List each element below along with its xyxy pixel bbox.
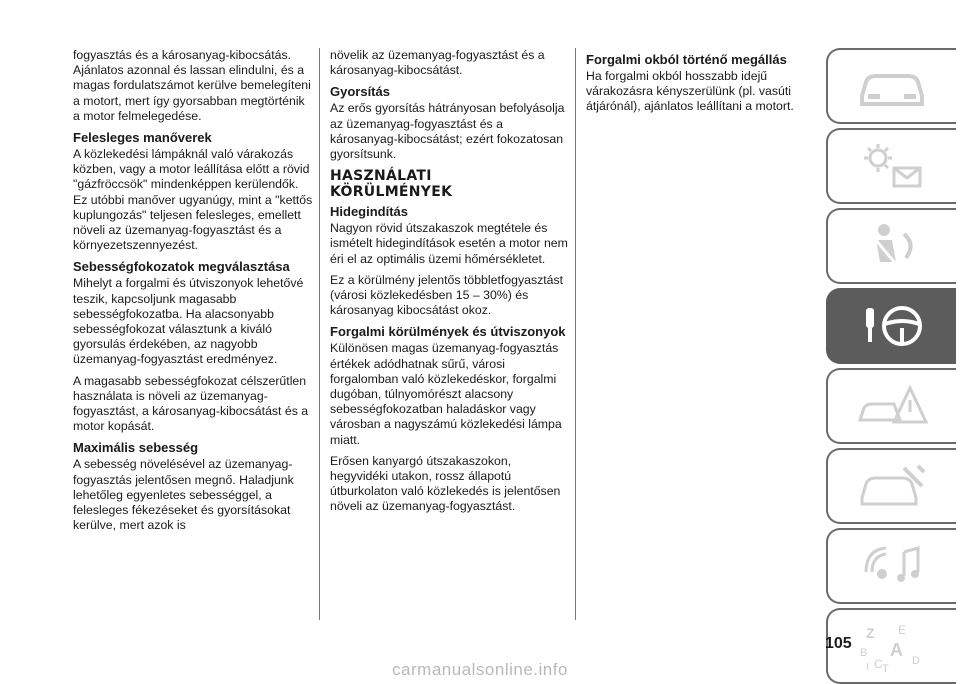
section-heading: Hidegindítás — [330, 204, 409, 220]
seatbelt-airbag-icon — [852, 218, 932, 274]
warning-lights-icon — [852, 138, 932, 194]
index-letter: T — [882, 663, 889, 674]
car-warning-triangle-icon — [852, 378, 932, 434]
paragraph: fogyasztás és a károsanyag-kibocsátás. Ajánlatos azonnal és lassan elindulni, és a magas fordulatszámot kerülve bemelegíteni a motort, mert így gyorsabban megtörténik a motor felmelegedése. — [73, 48, 311, 123]
chapter-tab-car[interactable] — [826, 48, 956, 124]
watermark: carmanualsonline.info — [392, 660, 568, 679]
index-letter: A — [890, 640, 903, 660]
text-column-1 — [73, 48, 313, 539]
text-column-2 — [330, 48, 570, 521]
section-heading: Felesleges manőverek — [73, 130, 212, 146]
paragraph: Nagyon rövid útszakaszok megtétele és ismételt hidegindítások esetén a motor nem éri el az optimális üzemi hőmérsékletet. — [330, 221, 568, 266]
paragraph: Ez a körülmény jelentős többletfogyasztást (városi közlekedésben 15 – 30%) és károsanyag kibocsátást okoz. — [330, 272, 564, 318]
paragraph: A közlekedési lámpáknál való várakozás közben, vagy a motor leállítása előtt a rövid "gázfröccsök" mindenképpen kerülendők. Ez utóbbi manőver ugyanúgy, mint a "kettős kuplungozás" teljesen felesleges, emellett növeli az üzemanyag-fogyasztást és a környezetszennyezést. — [73, 147, 313, 253]
chapter-heading — [330, 168, 570, 200]
section-heading: Maximális sebesség — [73, 440, 199, 456]
chapter-tab-maintenance[interactable] — [826, 448, 956, 524]
chapter-tab-starting-driving[interactable] — [826, 288, 956, 364]
chapter-tab-warning-lights[interactable] — [826, 128, 956, 204]
chapter-heading-line-1: HASZNÁLATI — [330, 168, 432, 185]
index-letter: Z — [866, 625, 875, 641]
index-letter: I — [866, 662, 869, 673]
chapter-tab-multimedia[interactable] — [826, 528, 956, 604]
section-heading: Sebességfokozatok megválasztása — [73, 259, 290, 275]
car-maintenance-icon — [852, 458, 932, 514]
index-letter: C — [874, 657, 883, 671]
chapter-heading-line-2: KÖRÜLMÉNYEK — [330, 184, 453, 201]
column-divider — [319, 48, 320, 620]
paragraph: Erősen kanyargó útszakaszokon, hegyvidéki utakon, rossz állapotú útburkolaton való közlekedés is jelentősen növeli az üzemanyag-fogyasztást. — [330, 453, 561, 514]
paragraph: növelik az üzemanyag-fogyasztást és a károsanyag-kibocsátást. — [330, 48, 545, 78]
section-heading: Forgalmi körülmények és útviszonyok — [330, 324, 566, 340]
paragraph: Az erős gyorsítás hátrányosan befolyásolja az üzemanyag-fogyasztást és a károsanyag-kibocsátást; ezért fokozatosan gyorsítsunk. — [330, 101, 565, 162]
section-heading: Gyorsítás — [330, 84, 390, 100]
paragraph: A magasabb sebességfokozat célszerűtlen használata is növeli az üzemanyag-fogyasztást, a károsanyag-kibocsátást és a motor kopását. — [73, 373, 309, 434]
page-number: 105 — [825, 635, 852, 652]
paragraph: A sebesség növelésével az üzemanyag-fogyasztás jelentősen megnő. Haladjunk lehetőleg egyenletes sebességgel, a felesleges fékezéseket és gyorsításokat kerülve, mert azok is — [73, 457, 294, 533]
index-letter: D — [912, 655, 920, 667]
key-steering-wheel-icon — [852, 298, 932, 354]
index-letter: E — [898, 623, 907, 637]
section-heading: Forgalmi okból történő megállás — [586, 52, 787, 67]
paragraph: Különösen magas üzemanyag-fogyasztás értékek adódhatnak sűrű, városi forgalomban való közlekedéskor, forgalmi dugóban, túlnyomórészt alacsony sebességfokozatban haladáskor vagy városban a nagyszámú közlekedési lámpa miatt. — [330, 341, 562, 447]
column-divider — [575, 48, 576, 620]
paragraph: Mihelyt a forgalmi és útviszonyok lehetővé teszik, kapcsoljunk magasabb sebességfokozatba. Ha alacsonyabb sebességfokozat választunk a kiváló gyorsulás érdekében, az nagyobb üzemanyag-fogyasztást eredményez. — [73, 276, 304, 367]
chapter-tab-emergency[interactable] — [826, 368, 956, 444]
paragraph: Ha forgalmi okból hosszabb idejű várakozásra kényszerülünk (pl. vasúti átjárónál), ajánlatos leállítani a motort. — [586, 69, 794, 114]
multimedia-icon — [852, 538, 932, 594]
car-icon — [852, 58, 932, 114]
index-letter: B — [860, 647, 868, 659]
chapter-tab-safety[interactable] — [826, 208, 956, 284]
text-column-3 — [586, 48, 821, 121]
